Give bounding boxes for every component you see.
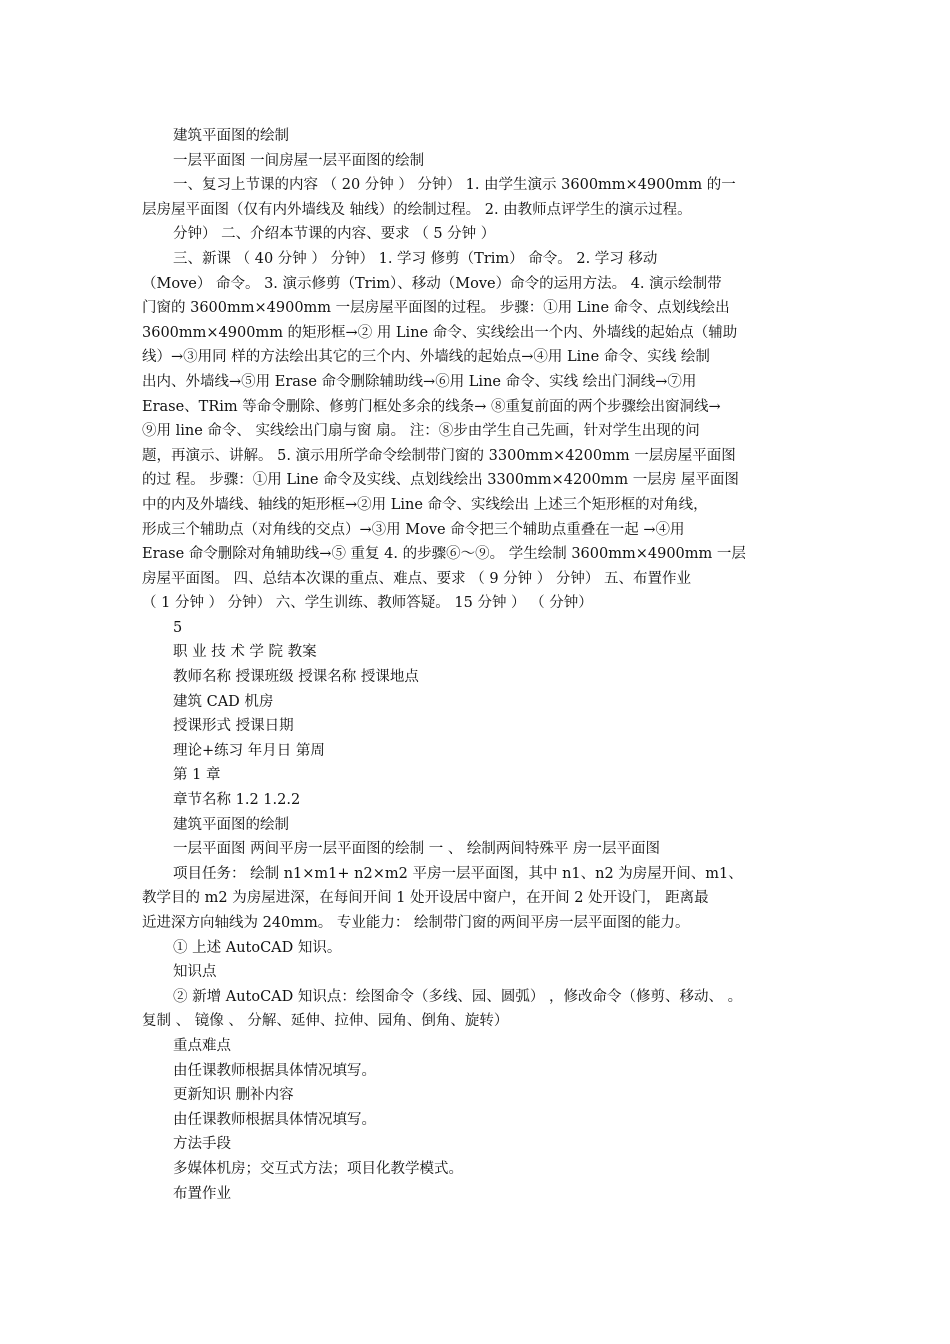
text-line: 房屋平面图。 四、总结本次课的重点、难点、要求 （ 9 分钟 ） 分钟） 五、布置作业	[142, 570, 691, 587]
text-line: 门窗的 3600mm×4900mm 一层房屋平面图的过程。 步骤：①用 Line 命令、点划线绘出	[142, 300, 730, 317]
text-line: 形成三个辅助点（对角线的交点）→③用 Move 命令把三个辅助点重叠在一起 →④用	[142, 521, 685, 538]
text-line: 一、复习上节课的内容 （ 20 分钟 ） 分钟） 1. 由学生演示 3600mm×4900mm 的一	[173, 177, 736, 194]
text-line: 一层平面图 两间平房一层平面图的绘制 一 、 绘制两间特殊平 房一层平面图	[173, 841, 661, 858]
text-line: 中的内及外墙线、轴线的矩形框→②用 Line 命令、实线绘出 上述三个矩形框的对角线，	[142, 496, 708, 513]
text-line: 职 业 技 术 学 院 教案	[173, 644, 317, 661]
text-line: 方法手段	[173, 1136, 231, 1153]
text-line: 更新知识 删补内容	[173, 1087, 294, 1104]
text-line: 分钟） 二、介绍本节课的内容、要求 （ 5 分钟 ）	[173, 226, 496, 243]
text-line: 多媒体机房；交互式方法；项目化教学模式。	[173, 1160, 463, 1177]
text-line: Erase、TRim 等命令删除、修剪门框处多余的线条→ ⑧重复前面的两个步骤绘出窗洞线→	[142, 398, 721, 415]
text-line: 出内、外墙线→⑤用 Erase 命令删除辅助线→⑥用 Line 命令、实线 绘出门洞线→⑦用	[142, 373, 697, 390]
text-line: 层房屋平面图（仅有内外墙线及 轴线）的绘制过程。 2. 由教师点评学生的演示过程。	[142, 201, 692, 218]
text-line: 理论+练习 年月日 第周	[173, 742, 325, 759]
text-line: 章节名称 1.2 1.2.2	[173, 792, 301, 809]
text-line: 建筑平面图的绘制	[173, 816, 289, 833]
text-line: 建筑 CAD 机房	[173, 693, 274, 710]
text-line: 线）→③用同 样的方法绘出其它的三个内、外墙线的起始点→④用 Line 命令、实线 绘制	[142, 349, 710, 366]
text-line: 由任课教师根据具体情况填写。	[173, 1111, 376, 1128]
text-line: 题，再演示、讲解。 5. 演示用所学命令绘制带门窗的 3300mm×4200mm 一层房屋平面图	[142, 447, 736, 464]
text-line: 近进深方向轴线为 240mm。 专业能力： 绘制带门窗的两间平房一层平面图的能力。	[142, 915, 690, 931]
text-line: 第 1 章	[173, 767, 221, 784]
text-line: 复制 、 镜像 、 分解、延伸、拉伸、园角、倒角、旋转）	[142, 1013, 509, 1030]
text-line: 教师名称 授课班级 授课名称 授课地点	[173, 669, 419, 686]
text-line: 一层平面图 一间房屋一层平面图的绘制	[173, 152, 425, 169]
text-line: 项目任务： 绘制 n1×m1+ n2×m2 平房一层平面图，其中 n1、n2 为房屋开间、m1、	[173, 865, 743, 882]
text-line: 授课形式 授课日期	[173, 718, 294, 735]
text-line: 的过 程。 步骤：①用 Line 命令及实线、点划线绘出 3300mm×4200mm 一层房 屋平面图	[142, 472, 739, 489]
text-line: 布置作业	[173, 1185, 231, 1202]
text-line: 5	[173, 619, 183, 636]
text-line: 知识点	[173, 964, 217, 981]
text-line: （Move） 命令。 3. 演示修剪（Trim）、移动（Move）命令的运用方法。 4. 演示绘制带	[142, 275, 722, 292]
text-line: 由任课教师根据具体情况填写。	[173, 1062, 376, 1079]
text-line: ⑨用 line 命令、 实线绘出门扇与窗 扇。 注：⑧步由学生自己先画，针对学生出现的问	[142, 423, 700, 440]
text-line: 重点难点	[173, 1037, 231, 1054]
text-line: 3600mm×4900mm 的矩形框→② 用 Line 命令、实线绘出一个内、外墙线的起始点（辅助	[142, 324, 738, 341]
text-line: ① 上述 AutoCAD 知识。	[173, 939, 342, 956]
text-line: 三、新课 （ 40 分钟 ） 分钟） 1. 学习 修剪（Trim） 命令。 2. 学习 移动	[173, 250, 658, 267]
text-line: 建筑平面图的绘制	[173, 128, 289, 144]
document-body	[142, 124, 818, 1206]
text-line: ② 新增 AutoCAD 知识点：绘图命令（多线、园、圆弧） ，修改命令（修剪、移动、 。	[173, 988, 743, 1005]
text-line: （ 1 分钟 ） 分钟） 六、学生训练、教师答疑。 15 分钟 ） （ 分钟）	[142, 595, 593, 612]
text-line: Erase 命令删除对角辅助线→⑤ 重复 4. 的步骤⑥～⑨。 学生绘制 3600mm×4900mm 一层	[142, 546, 746, 563]
text-line: 教学目的 m2 为房屋进深，在每间开间 1 处开设居中窗户，在开间 2 处开设门， 距离最	[142, 890, 709, 907]
